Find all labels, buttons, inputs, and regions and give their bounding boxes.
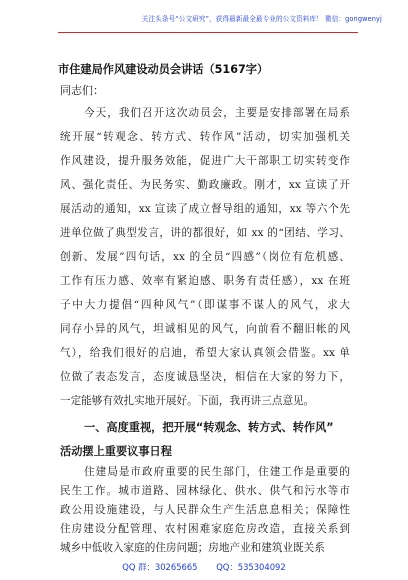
heading-line: 活动摆上重要议事日程 (60, 445, 172, 458)
paragraph-line: 作风建设，提升服务效能，促进广大干部职工切实转变作 (60, 155, 350, 167)
header-banner: 关注头条号“公文研究”，获得最新最全最专业的公文资料库！ 微信：gongwenyj (141, 15, 382, 23)
paragraph-line: 今天，我们召开这次动员会，主要是安排部署在局系 (84, 107, 350, 119)
paragraph-line: 展活动的通知，xx 宣读了成立督导组的通知，xx 等六个先 (60, 203, 350, 215)
paragraph-line: 子中大力提倡“四种风气”（即谋事不谋人的风气，求大 (60, 299, 350, 311)
paragraph-line: 政公用设施建设，与人民群众生产生活息息相关；保障性 (60, 504, 350, 516)
paragraph-line: 城乡中低收入家庭的住房问题；房地产业和建筑业既关系 (60, 542, 325, 554)
paragraph-line: 统开展“转观念、转方式、转作风”活动，切实加强机关 (60, 131, 350, 143)
paragraph-line: 民生工作。城市道路、园林绿化、供水、供气和污水等市 (60, 485, 350, 497)
paragraph-line: 一定能够有效扎实地开展好。下面，我再讲三点意见。 (60, 395, 315, 407)
paragraph-line: 位做了表态发言，态度诚恳坚决，相信在大家的努力下， (60, 371, 350, 383)
header-divider (58, 32, 358, 33)
paragraph-line: 创新、发展”四句话，xx 的全员“四感”（岗位有危机感、 (60, 251, 350, 263)
paragraph-line: 气），给我们很好的启迪，希望大家认真领会借鉴。xx 单 (60, 347, 350, 359)
qq-group-number: QQ 群：30265665 (122, 562, 198, 572)
qq-number: QQ：535304092 (216, 562, 286, 572)
paragraph-line: 工作有压力感、效率有紧迫感、职务有责任感），xx 在班 (60, 275, 350, 287)
footer-contact (0, 561, 408, 573)
heading-line: 一、高度重视，把开展“转观念、转方式、转作风” (84, 421, 334, 434)
salutation: 同志们： (60, 84, 104, 97)
paragraph-line: 风、强化责任、为民务实、勤政廉政。刚才，xx 宣读了开 (60, 179, 350, 191)
paragraph-line: 住房建设分配管理、农村困难家庭危房改造，直接关系到 (60, 523, 350, 535)
document-title: 市住建局作风建设动员会讲话（5167字） (58, 63, 269, 76)
paragraph-line: 同存小异的风气，坦诚相见的风气，向前看不翻旧帐的风 (60, 323, 350, 335)
paragraph-line: 进单位做了典型发言，讲的都很好，如 xx 的“团结、学习、 (60, 227, 350, 239)
paragraph-line: 住建局是市政府重要的民生部门，住建工作是重要的 (84, 466, 350, 478)
